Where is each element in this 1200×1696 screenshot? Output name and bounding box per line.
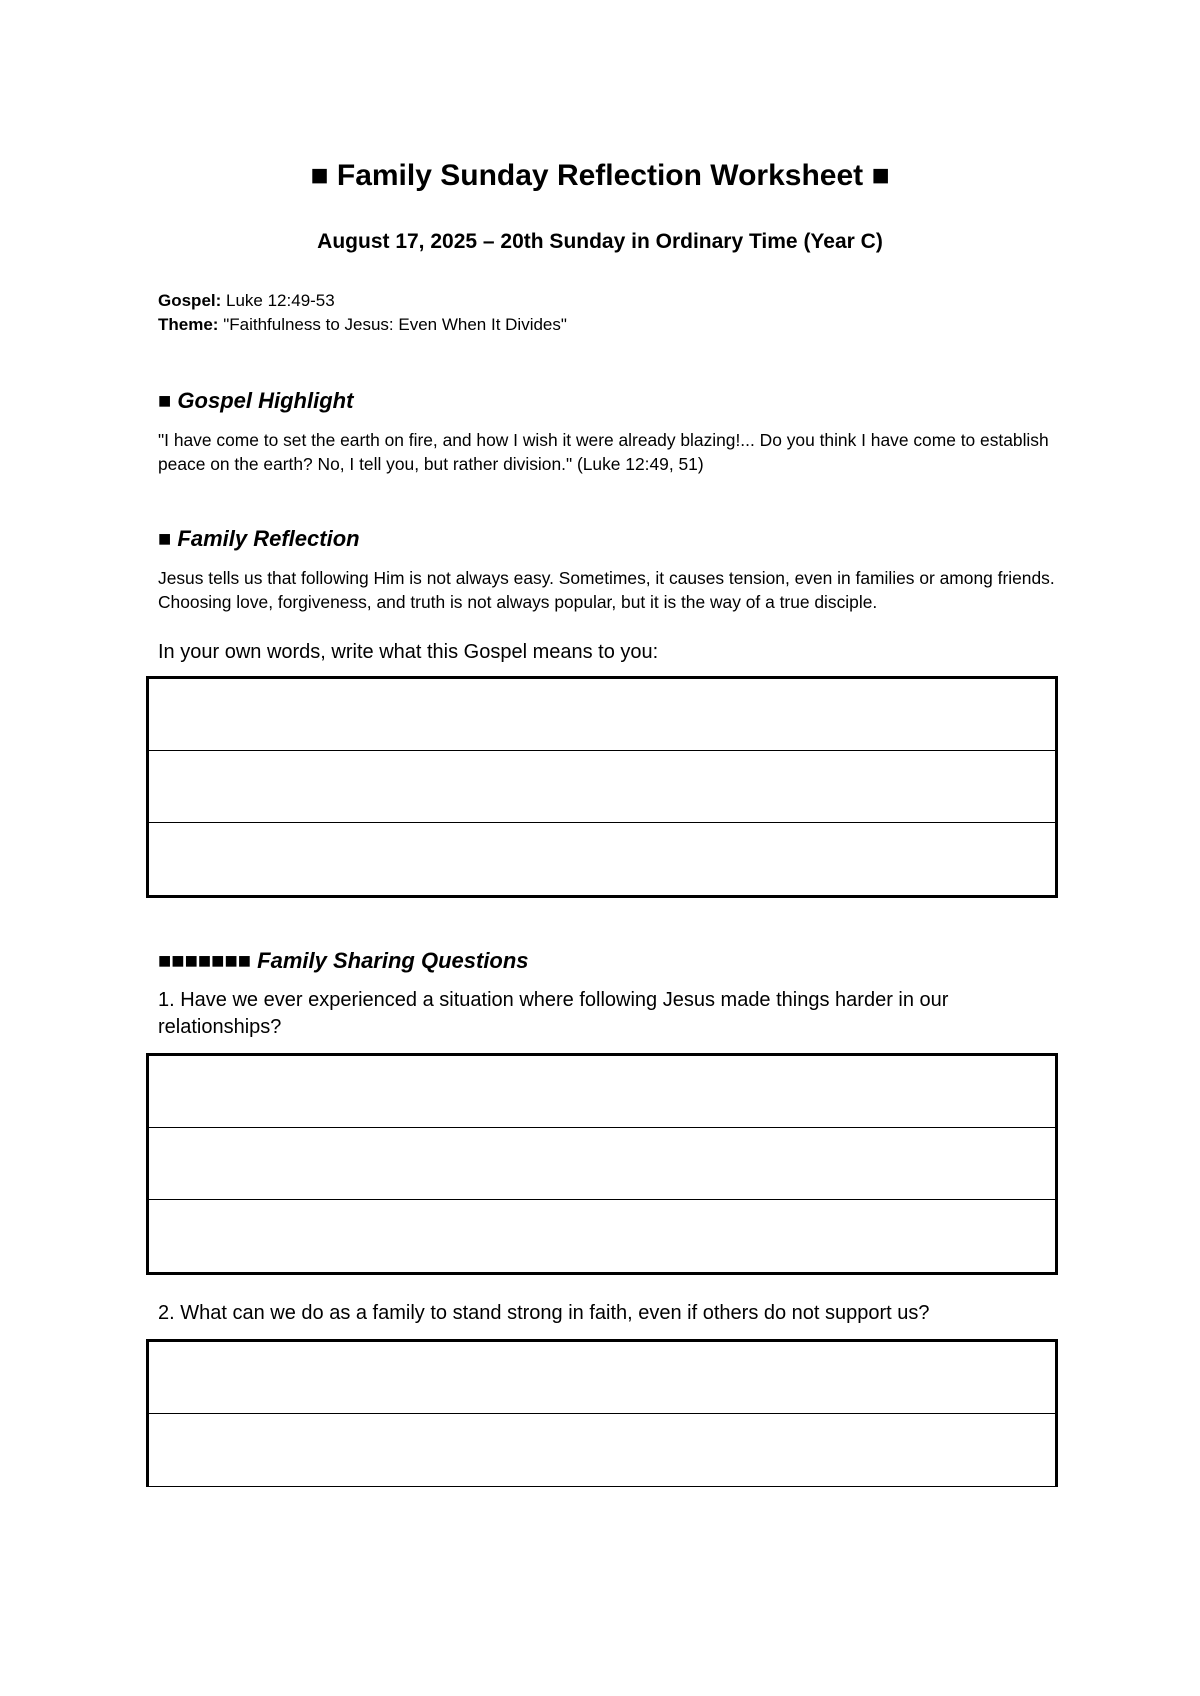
theme-line — [158, 314, 567, 336]
reflection-prompt: In your own words, write what this Gospel means to you: — [158, 641, 659, 663]
question-2-answer-box[interactable] — [146, 1339, 1058, 1487]
theme-value: "Faithfulness to Jesus: Even When It Divides" — [218, 315, 567, 334]
answer-line[interactable] — [149, 1342, 1055, 1414]
gospel-label: Gospel: — [158, 291, 222, 310]
answer-line[interactable] — [149, 823, 1055, 895]
date-line: August 17, 2025 – 20th Sunday in Ordinary Time (Year C) — [317, 230, 883, 253]
theme-label: Theme: — [158, 315, 219, 334]
gospel-quote: "I have come to set the earth on fire, and how I wish it were already blazing!... Do you think I have come to establish peace on the earth? No, I tell you, but rather division." (Luke 12:49, 51) — [158, 430, 1049, 474]
answer-line[interactable] — [149, 751, 1055, 823]
answer-line[interactable] — [149, 679, 1055, 751]
reflection-answer-box[interactable] — [146, 676, 1058, 898]
gospel-highlight-heading — [158, 387, 353, 415]
family-reflection-text: Jesus tells us that following Him is not always easy. Sometimes, it causes tension, even in families or among friends. Choosing love, forgiveness, and truth is not always popular, but it is the way of a true disciple. — [158, 568, 1055, 612]
worksheet-title: ■ Family Sunday Reflection Worksheet ■ — [310, 159, 890, 192]
gospel-reference — [158, 290, 335, 312]
answer-line[interactable] — [149, 1056, 1055, 1128]
sharing-questions-heading — [158, 947, 529, 975]
gospel-value: Luke 12:49-53 — [221, 291, 335, 310]
sharing-questions-title: Family Sharing Questions — [257, 948, 529, 973]
answer-line[interactable] — [149, 1414, 1055, 1486]
question-1: 1. Have we ever experienced a situation where following Jesus made things harder in our relationships? — [158, 989, 949, 1038]
square-icon: ■ — [158, 388, 172, 413]
answer-line[interactable] — [149, 1128, 1055, 1200]
answer-line[interactable] — [149, 1200, 1055, 1272]
family-reflection-title: Family Reflection — [177, 526, 360, 551]
family-reflection-heading — [158, 525, 360, 553]
squares-icon: ■■■■■■■ — [158, 948, 252, 973]
gospel-highlight-title: Gospel Highlight — [177, 388, 354, 413]
question-2: 2. What can we do as a family to stand strong in faith, even if others do not support us? — [158, 1302, 930, 1324]
square-icon: ■ — [158, 526, 172, 551]
question-1-answer-box[interactable] — [146, 1053, 1058, 1275]
